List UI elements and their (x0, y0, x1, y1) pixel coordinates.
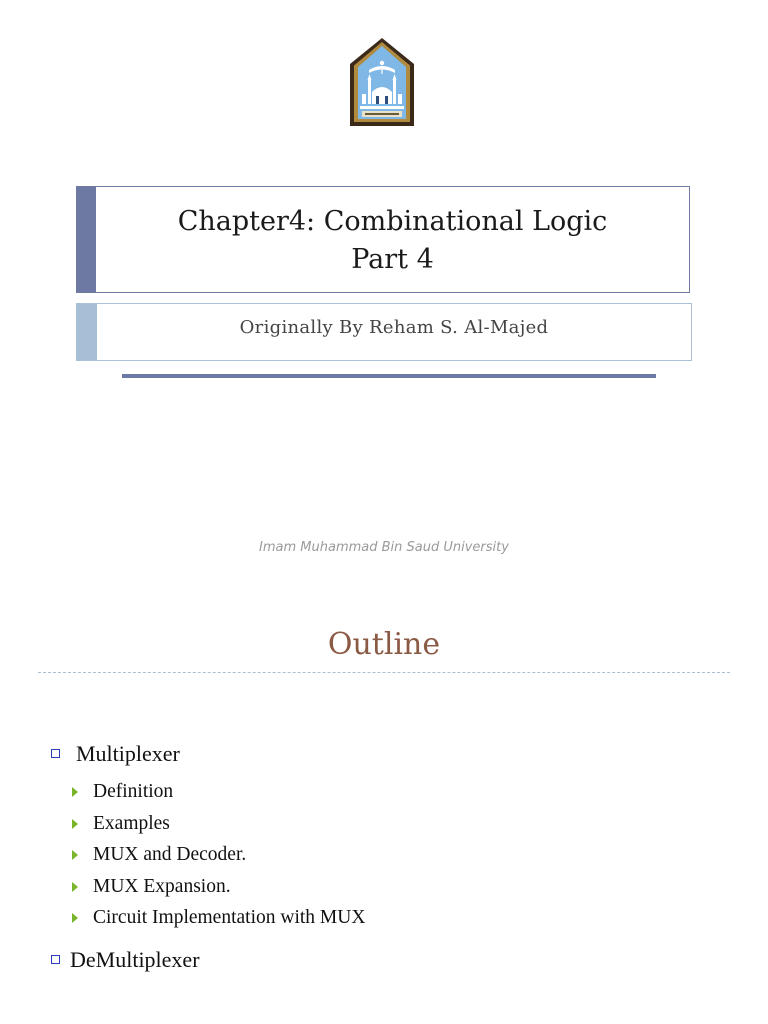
arrow-bullet-icon (72, 882, 78, 892)
list-item (70, 874, 365, 906)
list-item-label: MUX Expansion. (93, 875, 231, 897)
subtitle-box (76, 303, 692, 361)
arrow-bullet-icon (72, 787, 78, 797)
arrow-bullet-icon (72, 819, 78, 829)
square-bullet-icon (51, 749, 60, 758)
list-item-label: Examples (93, 812, 170, 834)
outline-divider (38, 672, 730, 673)
arrow-bullet-icon (72, 913, 78, 923)
slide-subtitle: Originally By Reham S. Al-Majed (239, 317, 549, 338)
bullet-demultiplexer: DeMultiplexer (70, 947, 200, 972)
title-underline-divider (122, 374, 656, 378)
list-item (70, 779, 365, 811)
outline-title: Outline (327, 627, 441, 662)
list-item (70, 811, 365, 843)
list-item-label: Definition (93, 781, 174, 802)
list-item-label: MUX and Decoder. (93, 844, 247, 865)
slide-title (96, 203, 689, 279)
bullet-multiplexer: Multiplexer (76, 741, 180, 766)
title-box (76, 186, 690, 293)
arrow-bullet-icon (72, 850, 78, 860)
university-emblem-icon (346, 36, 418, 130)
slide-title-line2: Part 4 (351, 244, 434, 275)
title-accent-bar (77, 187, 96, 292)
list-item (70, 842, 365, 874)
square-bullet-icon (51, 955, 60, 964)
slide-footer: Imam Muhammad Bin Saud University (259, 540, 509, 555)
list-item (70, 905, 365, 937)
slide-title-line1: Chapter4: Combinational Logic (177, 206, 608, 237)
list-item-label: Circuit Implementation with MUX (93, 907, 366, 928)
multiplexer-sub-list (70, 779, 365, 937)
subtitle-accent-bar (77, 304, 97, 360)
